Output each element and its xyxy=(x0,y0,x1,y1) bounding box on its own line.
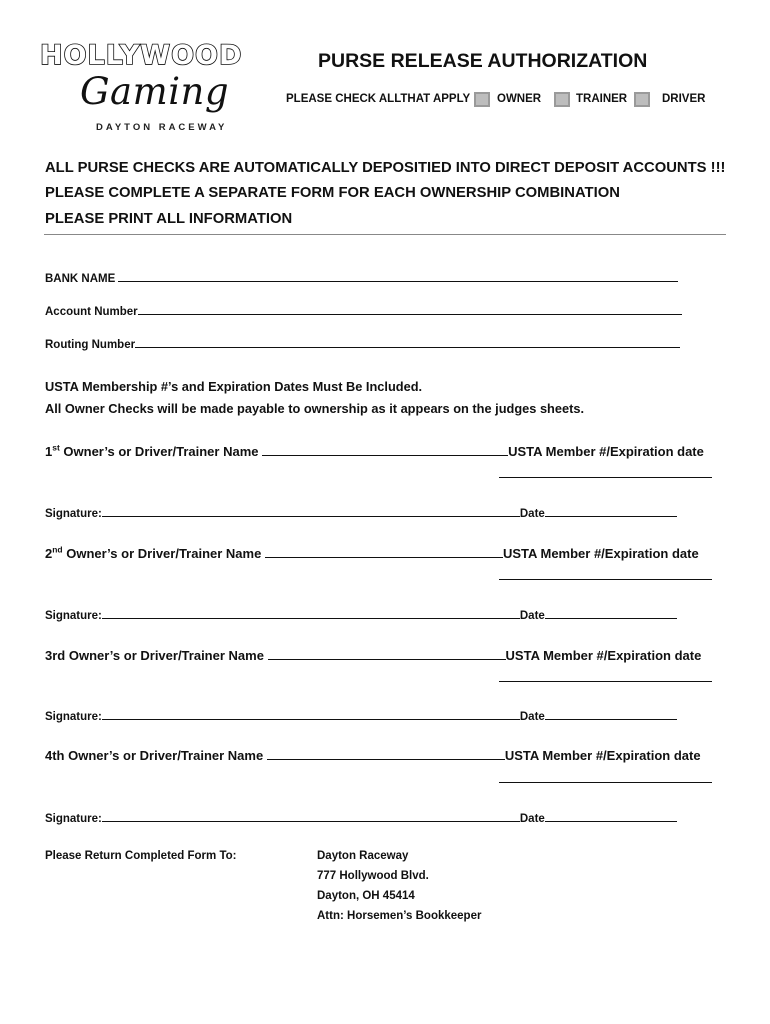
owner-2-name-line[interactable] xyxy=(265,546,503,558)
usta-note-2: All Owner Checks will be made payable to ownership as it appears on the judges sheets. xyxy=(45,401,585,416)
owner-4-date-line[interactable] xyxy=(545,810,677,822)
owner-2-name-field[interactable] xyxy=(45,546,699,561)
bank-name-field[interactable] xyxy=(45,270,678,285)
owner-2-signature-field[interactable] xyxy=(45,607,677,622)
owner-3-usta-field[interactable] xyxy=(499,669,712,687)
logo-brand-text: HOLLYWOOD xyxy=(40,40,243,71)
routing-number-line[interactable] xyxy=(135,336,680,348)
owner-1-date-label: Date xyxy=(519,508,545,520)
form-title: PURSE RELEASE AUTHORIZATION xyxy=(318,50,648,72)
driver-checkbox[interactable] xyxy=(634,92,650,107)
owner-4-name-field[interactable] xyxy=(45,748,701,763)
owner-1-name-line[interactable] xyxy=(262,444,508,456)
owner-1-signature-label: Signature: xyxy=(45,508,102,520)
owner-4-usta-line[interactable] xyxy=(499,771,712,783)
owner-4-label: Owner’s or Driver/Trainer Name xyxy=(64,748,267,763)
bank-name-label: BANK NAME xyxy=(45,273,116,285)
trainer-checkbox-label: TRAINER xyxy=(576,93,628,105)
owner-1-usta-line[interactable] xyxy=(499,466,712,478)
owner-4-usta-label: USTA Member #/Expiration date xyxy=(504,748,701,763)
owner-checkbox[interactable] xyxy=(474,92,490,107)
account-number-field[interactable] xyxy=(45,303,682,318)
owner-2-signature-label: Signature: xyxy=(45,610,102,622)
owner-3-name-field[interactable] xyxy=(45,648,701,663)
address-line-1: Dayton Raceway xyxy=(317,850,409,862)
owner-1-usta-field[interactable] xyxy=(499,465,712,483)
routing-number-field[interactable] xyxy=(45,336,680,351)
section-divider xyxy=(44,234,726,235)
owner-4-usta-field[interactable] xyxy=(499,770,712,788)
owner-4-date-label: Date xyxy=(519,813,545,825)
owner-checkbox-label: OWNER xyxy=(497,93,542,105)
owner-4-number: 4th xyxy=(45,748,65,763)
owner-2-date-line[interactable] xyxy=(545,607,677,619)
owner-1-date-line[interactable] xyxy=(545,505,677,517)
owner-1-number: 1 xyxy=(45,444,53,459)
logo-venue-text: DAYTON RACEWAY xyxy=(96,122,228,133)
notice-print: PLEASE PRINT ALL INFORMATION xyxy=(45,211,293,227)
owner-3-name-line[interactable] xyxy=(268,648,506,660)
owner-4-signature-label: Signature: xyxy=(45,813,102,825)
owner-2-date-label: Date xyxy=(519,610,545,622)
routing-number-label: Routing Number xyxy=(45,339,136,351)
address-line-2: 777 Hollywood Blvd. xyxy=(317,870,429,882)
account-number-label: Account Number xyxy=(45,306,138,318)
owner-2-signature-line[interactable] xyxy=(102,607,520,619)
owner-3-usta-line[interactable] xyxy=(499,670,712,682)
owner-3-signature-field[interactable] xyxy=(45,708,677,723)
owner-4-signature-field[interactable] xyxy=(45,810,677,825)
owner-2-usta-field[interactable] xyxy=(499,567,712,585)
address-line-4: Attn: Horsemen’s Bookkeeper xyxy=(317,910,482,922)
owner-1-suffix: st xyxy=(52,442,60,453)
usta-note-1: USTA Membership #’s and Expiration Dates Must Be Included. xyxy=(45,379,423,394)
bank-name-line[interactable] xyxy=(118,270,678,282)
owner-3-number: 3rd xyxy=(45,648,66,663)
owner-1-signature-line[interactable] xyxy=(102,505,520,517)
owner-2-label: Owner’s or Driver/Trainer Name xyxy=(62,546,265,561)
owner-1-name-field[interactable] xyxy=(45,444,704,459)
owner-4-signature-line[interactable] xyxy=(102,810,520,822)
return-label: Please Return Completed Form To: xyxy=(45,850,237,862)
owner-2-number: 2 xyxy=(45,546,53,561)
owner-3-date-line[interactable] xyxy=(545,708,677,720)
driver-checkbox-label: DRIVER xyxy=(662,93,706,105)
address-line-3: Dayton, OH 45414 xyxy=(317,890,415,902)
notice-direct-deposit: ALL PURSE CHECKS ARE AUTOMATICALLY DEPOSITIED INTO DIRECT DEPOSIT ACCOUNTS !!! xyxy=(45,160,726,176)
notice-separate-form: PLEASE COMPLETE A SEPARATE FORM FOR EACH OWNERSHIP COMBINATION xyxy=(45,185,620,201)
owner-3-usta-label: USTA Member #/Expiration date xyxy=(505,648,702,663)
owner-3-label: Owner’s or Driver/Trainer Name xyxy=(65,648,268,663)
owner-1-signature-field[interactable] xyxy=(45,505,677,520)
owner-2-usta-line[interactable] xyxy=(499,568,712,580)
check-prompt: PLEASE CHECK ALLTHAT APPLY xyxy=(286,93,471,105)
owner-1-label: Owner’s or Driver/Trainer Name xyxy=(59,444,263,459)
owner-2-usta-label: USTA Member #/Expiration date xyxy=(502,546,699,561)
trainer-checkbox[interactable] xyxy=(554,92,570,107)
owner-3-signature-line[interactable] xyxy=(102,708,520,720)
owner-2-suffix: nd xyxy=(52,544,63,555)
account-number-line[interactable] xyxy=(138,303,682,315)
owner-3-signature-label: Signature: xyxy=(45,711,102,723)
owner-1-usta-label: USTA Member #/Expiration date xyxy=(508,444,704,459)
logo-script-text: Gaming xyxy=(80,70,230,113)
owner-4-name-line[interactable] xyxy=(267,748,505,760)
owner-3-date-label: Date xyxy=(519,711,545,723)
